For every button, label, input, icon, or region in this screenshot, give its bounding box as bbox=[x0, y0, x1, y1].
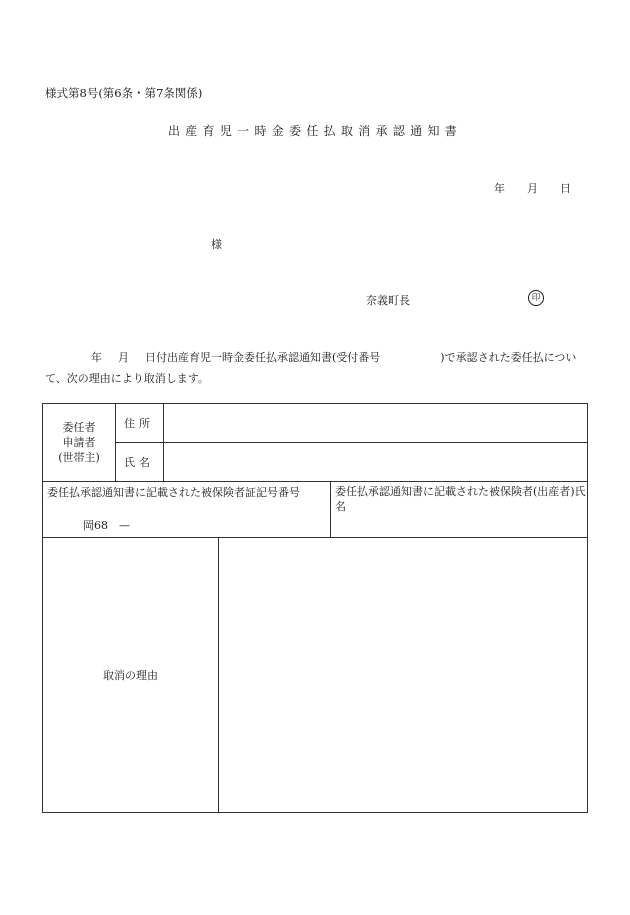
body-year-label: 年 bbox=[91, 351, 102, 364]
notice-body bbox=[45, 347, 590, 389]
cancellation-reason-label: 取消の理由 bbox=[103, 669, 158, 682]
seal-mark: 印 bbox=[528, 290, 544, 306]
body-sentence-part1: 日付出産育児一時金委任払承認通知書(受付番号 bbox=[145, 351, 381, 364]
body-month-label: 月 bbox=[118, 351, 129, 364]
addressee-honorific: 様 bbox=[211, 238, 222, 251]
divider bbox=[330, 481, 331, 537]
address-label: 住所 bbox=[124, 417, 154, 430]
form-number: 様式第8号(第6条・第7条関係) bbox=[45, 86, 203, 100]
certificate-number-value: 岡68 — bbox=[83, 519, 130, 532]
applicant-label bbox=[43, 404, 115, 481]
date-year-label: 年 bbox=[494, 182, 505, 195]
cancellation-reason-field[interactable] bbox=[219, 538, 587, 812]
certificate-number-label: 委任払承認通知書に記載された被保険者証記号番号 bbox=[47, 486, 300, 499]
name-field[interactable] bbox=[164, 443, 587, 481]
date-month-label: 月 bbox=[527, 182, 538, 195]
name-label: 氏名 bbox=[124, 455, 154, 469]
date-line bbox=[494, 180, 571, 196]
date-day-label: 日 bbox=[560, 182, 571, 195]
document-title: 出産育児一時金委任払取消承認通知書 bbox=[167, 124, 463, 138]
insured-name-label: 委任払承認通知書に記載された被保険者(出産者)氏名 bbox=[335, 485, 586, 513]
address-field[interactable] bbox=[164, 404, 587, 442]
applicant-label-line3: (世帯主) bbox=[58, 451, 100, 464]
divider bbox=[43, 481, 587, 482]
applicant-label-line1: 委任者 bbox=[62, 421, 96, 434]
applicant-label-line2: 申請者 bbox=[62, 436, 96, 449]
body-sentence-part2: )で承認された委任払について、次の理由により取消します。 bbox=[45, 351, 577, 385]
notice-form-table bbox=[42, 403, 588, 813]
issuer-title: 奈義町長 bbox=[366, 294, 410, 307]
